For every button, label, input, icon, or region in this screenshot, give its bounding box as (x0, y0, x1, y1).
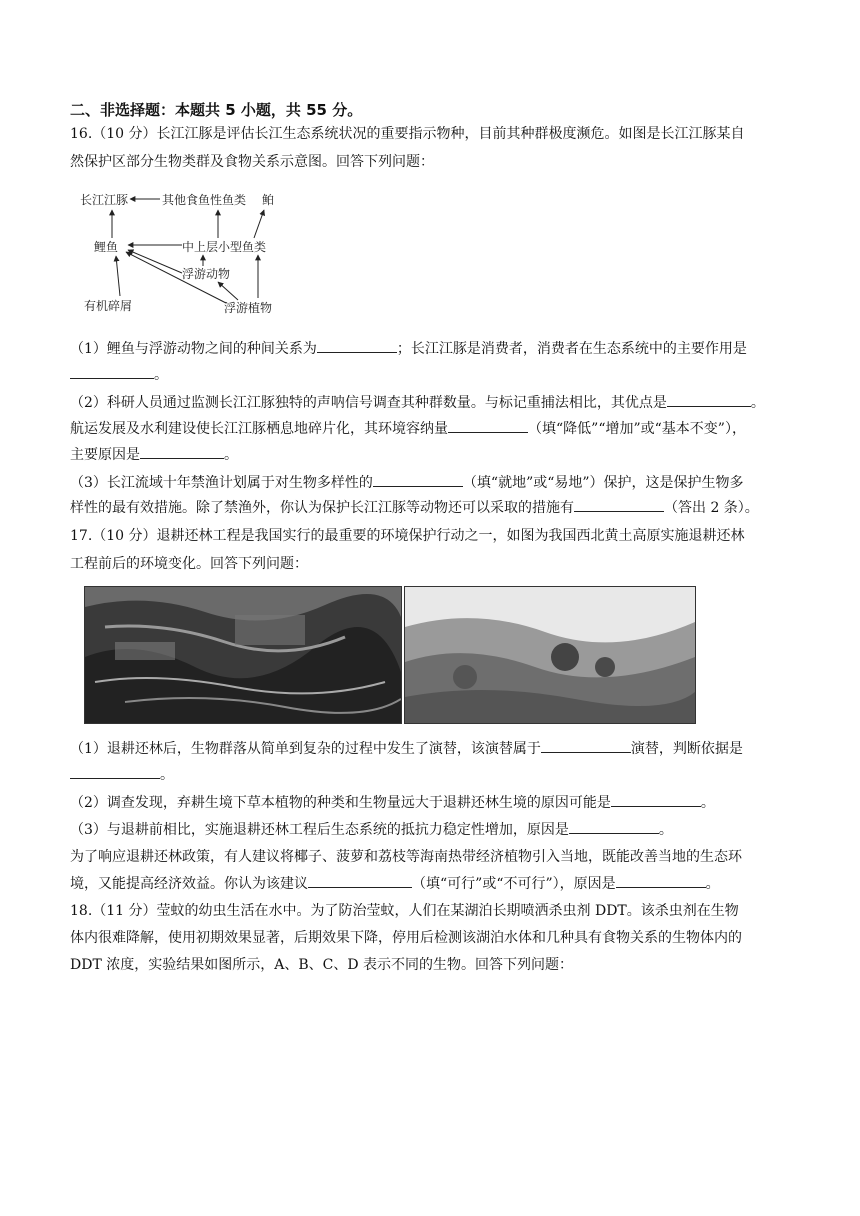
node-bao: 鲌 (262, 193, 275, 207)
node-phytoplankton: 浮游植物 (224, 301, 273, 315)
answer-blank[interactable] (70, 764, 160, 779)
q16-p3-text-a: （3）长江流域十年禁渔计划属于对生物多样性的 (70, 475, 373, 491)
q16-p2-line-3 (70, 444, 795, 466)
q17-p4-line-2 (70, 873, 795, 895)
q17-p4-text-a: 境，又能提高经济效益。你认为该建议 (70, 876, 308, 892)
answer-blank[interactable] (667, 392, 751, 407)
q16-stem-line-2: 然保护区部分生物类群及食物关系示意图。回答下列问题： (70, 154, 434, 170)
q17-stem-line-2: 工程前后的环境变化。回答下列问题： (70, 556, 308, 572)
answer-blank[interactable] (70, 364, 154, 379)
q16-p1-text-c: 。 (154, 367, 168, 383)
photo-after-reforestation (404, 586, 696, 724)
q16-p2-line-2 (70, 418, 795, 440)
node-dolphin: 长江江豚 (80, 193, 129, 207)
q18-stem-line-2: 体内很难降解，使用初期效果显著，后期效果下降，停用后检测该湖泊水体和几种具有食物关系的生物体内的 (70, 930, 742, 946)
q16-p2-text-b: 。 (750, 395, 765, 411)
node-detritus: 有机碎屑 (84, 299, 133, 313)
q18-stem-line-1: 18.（11 分）莹蚊的幼虫生活在水中。为了防治莹蚊，人们在某湖泊长期喷洒杀虫剂 DDT。该杀虫剂在生物 (70, 903, 739, 919)
q17-p1-text-a: （1）退耕还林后，生物群落从简单到复杂的过程中发生了演替，该演替属于 (70, 741, 541, 757)
q16-p1-text-a: （1）鲤鱼与浮游动物之间的种间关系为 (70, 341, 317, 357)
q17-p3-line-1 (70, 819, 795, 841)
answer-blank[interactable] (308, 873, 412, 888)
answer-blank[interactable] (317, 338, 397, 353)
q17-p2-text-b: 。 (700, 795, 715, 811)
answer-blank[interactable] (541, 738, 631, 753)
q17-stem-line-1: 17.（10 分）退耕还林工程是我国实行的最重要的环境保护行动之一，如图为我国西北黄土高原实施退耕还林 (70, 528, 745, 544)
answer-blank[interactable] (611, 792, 701, 807)
answer-blank[interactable] (569, 819, 659, 834)
q16-p3-text-d: （答出 2 条）。 (664, 500, 759, 516)
answer-blank[interactable] (140, 444, 224, 459)
q16-p1-line-1 (70, 338, 795, 360)
section-title: 二、非选择题：本题共 5 小题，共 55 分。 (70, 101, 363, 119)
q17-p1-text-c: 。 (160, 767, 174, 783)
q16-p3-text-b: （填“就地”或“易地”）保护，这是保护生物多 (462, 475, 744, 491)
node-small-fish: 中上层小型鱼类 (182, 240, 267, 254)
q17-p2-line-1 (70, 792, 795, 814)
photo-before-reforestation (84, 586, 402, 724)
node-carp: 鲤鱼 (94, 240, 119, 254)
answer-blank[interactable] (616, 873, 706, 888)
q16-p1-text-b: ；长江江豚是消费者，消费者在生态系统中的主要作用是 (396, 341, 747, 357)
q17-p2-text-a: （2）调查发现，弃耕生境下草本植物的种类和生物量远大于退耕还林生境的原因可能是 (70, 795, 611, 811)
q16-p3-line-1 (70, 472, 795, 494)
q17-p3-text-b: 。 (658, 822, 673, 838)
node-zooplankton: 浮游动物 (182, 267, 231, 281)
q17-p1-line-2 (70, 764, 795, 786)
answer-blank[interactable] (574, 497, 664, 512)
q16-p2-text-d: （填“降低”“增加”或“基本不变”）， (528, 421, 746, 437)
q16-p3-line-2 (70, 497, 795, 519)
q16-p3-text-c: 样性的最有效措施。除了禁渔外，你认为保护长江江豚等动物还可以采取的措施有 (70, 500, 574, 516)
q16-p2-text-c: 航运发展及水利建设使长江江豚栖息地碎片化，其环境容纳量 (70, 421, 448, 437)
q16-p1-line-2 (70, 364, 795, 386)
q17-p1-text-b: 演替，判断依据是 (630, 741, 743, 757)
q17-p4-line-1: 为了响应退耕还林政策，有人建议将椰子、菠萝和荔枝等海南热带经济植物引入当地，既能改善当地的生态环 (70, 849, 742, 865)
q17-p4-text-c: 。 (705, 876, 720, 892)
q17-p3-text-a: （3）与退耕前相比，实施退耕还林工程后生态系统的抵抗力稳定性增加，原因是 (70, 822, 569, 838)
q16-stem-line-1: 16.（10 分）长江江豚是评估长江生态系统状况的重要指示物种，目前其种群极度濒危。如图是长江江豚某自 (70, 126, 745, 142)
food-web-diagram (78, 188, 298, 318)
q16-p2-text-e: 主要原因是 (70, 447, 140, 463)
q18-stem-line-3: DDT 浓度，实验结果如图所示，A、B、C、D 表示不同的生物。回答下列问题： (70, 957, 574, 973)
q17-p4-text-b: （填“可行”或“不可行”），原因是 (412, 876, 616, 892)
q17-p1-line-1 (70, 738, 795, 760)
answer-blank[interactable] (448, 418, 528, 433)
q16-p2-text-f: 。 (224, 447, 238, 463)
q16-p2-line-1 (70, 392, 795, 414)
answer-blank[interactable] (373, 472, 463, 487)
q16-p2-text-a: （2）科研人员通过监测长江江豚独特的声呐信号调查其种群数量。与标记重捕法相比，其优点是 (70, 395, 667, 411)
node-other-fish: 其他食鱼性鱼类 (162, 193, 247, 207)
